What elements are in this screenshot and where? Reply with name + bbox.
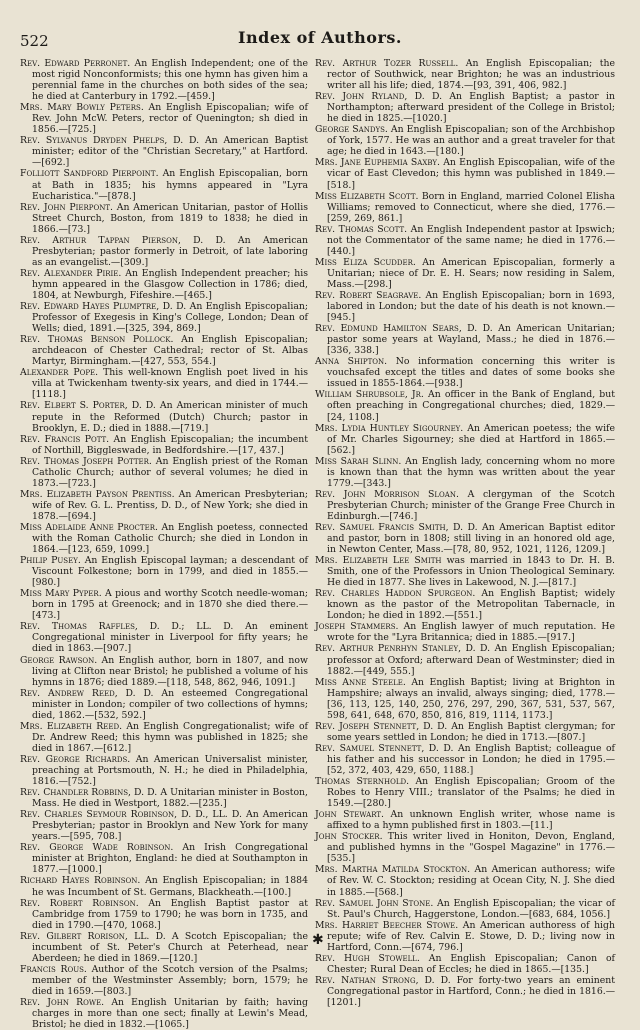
author-description: An American Universalist minister, preaching at Portsmouth, N. H.; he died in Philadelphia, 1816.—[752.] [32, 753, 308, 788]
author-name: Rev. Robert Robinson. [20, 897, 139, 909]
author-description: This writer lived in Honiton, Devon, England, and published hymns in the "Gospel Magazine" in 1776.—[535.] [327, 831, 615, 865]
author-description: An English priest of the Roman Catholic Church; author of several volumes; he died in 1873.—[723.] [32, 455, 308, 489]
author-description: An English Baptist pastor at Cambridge from 1759 to 1790; he was born in 1735, and died in 1790.—[470, 1068.] [32, 897, 308, 931]
author-description: An American Episcopalian, formerly a Unitarian; niece of Dr. E. H. Sears; now residing in Salem, Mass.—[298.] [327, 256, 615, 290]
author-description: An unknown English writer, whose name is affixed to a hymn published first in 1803.—[11.] [327, 809, 615, 832]
left-column [20, 58, 308, 1030]
author-description: An English lady, concerning whom no more is known than that the hymn was written about the year 1779.—[343.] [327, 455, 615, 489]
author-description: A Unitarian minister in Boston, Mass. He died in Westport, 1882.—[235.] [32, 787, 308, 810]
page-number: 522 [20, 32, 49, 50]
author-name: Mrs. Jane Euphemia Saxby. [315, 157, 440, 169]
author-description: An American Unitarian, pastor of Hollis Street Church, Boston, from 1819 to 1838; he died in 1866.—[73.] [32, 201, 308, 235]
author-description: An English Episcopalian; the rector of Southwick, near Brighton; he was an industrious writer all his life; died, 1874.—[93, 391, 406, 982.] [327, 58, 615, 92]
author-name: Rev. Edward Hayes Plumptre, D. D. [20, 301, 187, 313]
author-entry [20, 456, 308, 489]
author-entry [315, 975, 615, 1008]
author-description: An American minister of much repute in the Reformed (Dutch) Church; pastor in Brooklyn, E. D.; died in 1888.—[719.] [32, 400, 308, 434]
author-name: Rev. Samuel Francis Smith, D. D. [315, 521, 478, 533]
author-description: An American poetess; the wife of Mr. Charles Sigourney; she died at Hartford in 1865.—[562.] [327, 422, 615, 456]
author-name: Rev. Thomas Scott. [315, 223, 408, 235]
author-name: Joseph Stammers. [315, 621, 399, 633]
author-description: An English Baptist; a pastor in Northampton; afterward president of the College in Bristol; he died in 1825.—[1020.] [327, 91, 615, 125]
author-name: Miss Elizabeth Scott. [315, 190, 419, 202]
author-entry [315, 257, 615, 290]
author-entry [20, 875, 308, 897]
author-entry [315, 721, 615, 743]
author-entry [315, 191, 615, 224]
author-name: Folliott Sandford Pierpoint. [20, 168, 159, 180]
author-entry [315, 864, 615, 897]
author-name: Rev. Arthur Tozer Russell. [315, 58, 459, 69]
author-entry [315, 809, 615, 831]
author-entry [20, 997, 308, 1030]
author-name: Rev. Thomas Joseph Potter. [20, 455, 152, 467]
author-entry [315, 776, 615, 809]
author-name: Philip Pusey. [20, 555, 81, 567]
author-entry [315, 677, 615, 721]
author-description: An English Episcopalian; Professor of Exegesis in King's College, London; Dean of Wells; died, 1891.—[325, 394, 869.] [32, 301, 308, 335]
author-entry [20, 102, 308, 135]
author-description: An American Presbyterian; pastor formerly in Detroit, of late laboring as an evangelist.—[309.] [32, 234, 309, 268]
author-description: An English Independent pastor at Ipswich; not the Commentator of the same name; he died in 1776.—[440.] [327, 223, 615, 257]
author-name: Rev. Nathan Strong, D. D. [315, 974, 451, 986]
author-entry [20, 555, 308, 588]
author-description: An English Episcopalian, wife of the vicar of East Clevedon; this hymn was published in 1849.—[518.] [327, 157, 615, 191]
author-name: Rev. Arthur Tappan Pierson, D. D. [20, 234, 226, 246]
author-description: An American authoress; wife of Rev. W. C. Stockton; residing at Ocean City, N. J. She died in 1885.—[568.] [327, 864, 615, 898]
author-name: William Shrubsole, Jr. [315, 389, 424, 401]
author-description: A Scotch Episcopalian; the incumbent of St. Peter's Church at Peterhead, near Aberdeen; he died in 1869.—[120.] [32, 930, 308, 964]
author-name: Rev. Chandler Robbins, D. D. [20, 787, 158, 799]
author-description: An English Episcopalian; Canon of Chester; Rural Dean of Eccles; he died in 1865.—[135.] [327, 952, 615, 975]
author-name: Rev. Sylvanus Dryden Phelps, D. D. [20, 135, 200, 147]
author-name: Miss Sarah Slinn. [315, 455, 402, 467]
author-description: was married in 1843 to Dr. H. B. Smith, one of the Professors in Union Theological Seminary. He died in 1877. She lives in Lakewood, N. J.—[817.] [327, 555, 615, 589]
author-entry [20, 721, 308, 754]
author-name: Rev. John Morrison Sloan. [315, 488, 459, 500]
author-name: Alexander Pope. [20, 367, 99, 379]
author-description: An English Independent preacher; his hymn appeared in the Glasgow Collection in 1786; died, 1804, at Newburgh, Fifeshire.—[465.] [32, 267, 308, 301]
author-name: Rev. Thomas Benson Pollock. [20, 334, 174, 346]
author-entry [20, 202, 308, 235]
author-name: George Sandys. [315, 124, 388, 136]
author-entry [315, 389, 615, 422]
footer-asterism: ✱ [312, 932, 324, 948]
author-description: An English Baptist clergyman; for some years settled in London; he died in 1713.—[807.] [327, 720, 615, 743]
author-description: An Irish Congregational minister at Brighton, England: he died at Southampton in 1877.—[1000.] [32, 842, 308, 876]
author-name: Rev. Edward Perronet. [20, 58, 131, 69]
author-name: Rev. Andrew Reed, D. D. [20, 687, 154, 699]
author-description: An English Congregationalist; wife of Dr. Andrew Reed; this hymn was published in 1825; she died in 1867.—[612.] [32, 720, 308, 754]
author-entry [315, 743, 615, 776]
author-entry [20, 842, 308, 875]
author-name: George Rawson. [20, 654, 98, 666]
author-name: Rev. Charles Haddon Spurgeon. [315, 588, 476, 600]
author-name: John Stewart. [315, 809, 384, 821]
author-description: A clergyman of the Scotch Presbyterian Church; minister of the Grange Free Church in Edinburgh.—[746.] [327, 488, 615, 522]
author-entry [315, 621, 615, 643]
author-name: Rev. Charles Seymour Robinson, D. D., LL. D. [20, 809, 242, 821]
author-entry [20, 688, 308, 721]
author-entry [20, 898, 308, 931]
author-name: Miss Mary Pyper. [20, 588, 102, 600]
author-description: No information concerning this writer is vouchsafed except the titles and dates of some books she issued in 1855-1864.—[938.] [327, 356, 615, 390]
author-entry [20, 964, 308, 997]
author-description: A pious and worthy Scotch needle-woman; born in 1795 at Greenock; and in 1870 she died there.—[473.] [32, 588, 308, 622]
author-name: Rev. Thomas Raffles, D. D.; LL. D. [20, 621, 234, 633]
author-description: An English Independent; one of the most rigid Nonconformists; this one hymn has given him a perennial fame in the churches on both sides of the sea; he died at Canterbury in 1792.—[459.] [32, 58, 308, 103]
author-description: An eminent Congregational minister in Liverpool for fifty years; he died in 1863.—[907.] [32, 621, 308, 655]
author-description: An English Episcopalian; the vicar of St. Paul's Church, Haggerstone, London.—[683, 684, 1056.] [327, 897, 615, 920]
author-entry [20, 168, 308, 201]
page-header [20, 28, 620, 54]
author-entry [20, 135, 308, 168]
author-entry [315, 157, 615, 190]
author-entry [20, 621, 308, 654]
author-entry [20, 522, 308, 555]
author-name: Rev. Joseph Stennett, D. D. [315, 720, 448, 732]
author-entry [20, 367, 308, 400]
author-description: An American authoress of high repute; wife of Rev. Calvin E. Stowe, D. D.; living now in Hartford, Conn.—[674, 796.] [327, 919, 615, 953]
author-entry [315, 588, 615, 621]
page-title: Index of Authors. [238, 28, 402, 47]
author-entry [20, 334, 308, 367]
author-entry [20, 434, 308, 456]
author-description: An English Episcopalian; Groom of the Robes to Henry VIII.; translator of the Psalms; he died in 1549.—[280.] [327, 776, 615, 810]
author-name: Miss Adelaide Anne Procter. [20, 521, 158, 533]
author-description: An American Baptist minister; editor of the "Christian Secretary," at Hartford.—[692.] [32, 135, 308, 169]
author-description: An English Unitarian by faith; having charges in more than one sect; finally at Lewin's Mead, Bristol; he died in 1832.—[1065.] [32, 996, 308, 1030]
author-name: Mrs. Mary Bowly Peters. [20, 102, 144, 114]
author-name: Miss Anne Steele. [315, 676, 406, 688]
author-entry [315, 58, 615, 91]
author-description: An American Baptist editor and pastor, born in 1808; still living in an honored old age, in Newton Center, Mass.—[78, 80, 952, 1021, 1126, 1209.] [327, 521, 616, 556]
author-description: An American Unitarian; pastor some years at Wayland, Mass.; he died in 1876.—[336, 338.] [327, 323, 615, 357]
author-name: Rev. Robert Seagrave. [315, 289, 422, 301]
author-entry [315, 456, 615, 489]
author-name: Rev. Gilbert Rorison, LL. D. [20, 930, 166, 942]
author-entry [315, 953, 615, 975]
author-description: Born in England, married Colonel Elisha Williams; removed to Connecticut, where she died, 1776.—[259, 269, 861.] [327, 190, 615, 224]
author-entry [315, 898, 615, 920]
author-name: Miss Eliza Scudder. [315, 256, 416, 268]
author-description: Author of the Scotch version of the Psalms; member of the Westminster Assembly; born, 1579; he died in 1659.—[803.] [32, 963, 308, 997]
author-name: Mrs. Harriet Beecher Stowe. [315, 919, 459, 931]
author-entry [20, 235, 308, 268]
author-name: Rev. Arthur Penrhyn Stanley, D. D. [315, 643, 491, 655]
author-entry [315, 91, 615, 124]
author-name: Mrs. Elizabeth Lee Smith [315, 555, 442, 567]
author-entry [315, 224, 615, 257]
author-description: An English Baptist; widely known as the pastor of the Metropolitan Tabernacle, in London; he died in 1892.—[551.] [327, 588, 615, 622]
author-description: An English Baptist; colleague of his father and his successor in London; he died in 1795.—[52, 372, 403, 429, 650, 1188.] [327, 742, 615, 776]
author-name: Rev. John Ryland, D. D. [315, 91, 443, 103]
author-entry [315, 643, 615, 676]
author-description: An English Episcopalian; archdeacon of Chester Cathedral; rector of St. Albas Martyr, Birmingham.—[427, 553, 554.] [32, 334, 308, 368]
author-name: Rev. Alexander Pirie. [20, 267, 122, 279]
author-entry [20, 58, 308, 102]
author-name: Rev. Samuel Stennett, D. D. [315, 742, 454, 754]
author-name: Mrs. Lydia Huntley Sigourney. [315, 422, 464, 434]
author-name: Mrs. Elizabeth Payson Prentiss. [20, 488, 175, 500]
author-entry [20, 809, 308, 842]
author-description: An English poetess, connected with the Roman Catholic Church; she died in London in 1864.—[123, 659, 1099.] [32, 521, 308, 556]
author-name: Mrs. Elizabeth Reed. [20, 720, 123, 732]
author-name: Thomas Sternhold. [315, 776, 410, 788]
author-description: An officer in the Bank of England, but often preaching in Congregational churches; died, 1829.—[24, 1108.] [327, 389, 615, 423]
author-entry [20, 787, 308, 809]
author-description: An English Episcopalian; the incumbent of Northill, Biggleswade, in Bedfordshire.—[17, 437.] [32, 433, 308, 456]
author-name: Rev. Edmund Hamilton Sears, D. D. [315, 323, 493, 335]
author-description: An English Episcopalian; professor at Oxford; afterward Dean of Westminster; died in 1882.—[449, 555.] [327, 643, 615, 677]
author-name: Rev. George Richards. [20, 753, 131, 765]
author-description: An English Episcopal layman; a descendant of Viscount Folkestone; born in 1799, and died in 1855.—[980.] [32, 555, 308, 589]
author-entry [20, 301, 308, 334]
author-description: An English Episcopalian; born in 1693, labored in London; but the date of his death is not known.—[945.] [327, 289, 615, 324]
author-entry [20, 655, 308, 688]
author-name: Rev. George Wade Robinson. [20, 842, 174, 854]
author-name: John Stocker. [315, 831, 383, 843]
author-entry [315, 124, 615, 157]
author-description: An English lawyer of much reputation. He wrote for the "Lyra Britannica; died in 1885.—[917.] [327, 621, 615, 644]
author-description: An English Episcopalian, born at Bath in 1835; his hymns appeared in "Lyra Eucharistica."—[878.] [32, 168, 308, 202]
author-description: An English Baptist; living at Brighton in Hampshire; always an invalid, always singing; died, 1778.—[36, 113, 125, 140, 250, 276, 297, 290, 367, 531, 537, 567, 598, 641, 648, 670, 850, 816, 819, 1114, 1173.] [327, 676, 615, 721]
author-entry [20, 268, 308, 301]
author-description: An English author, born in 1807, and now living at Clifton near Bristol; he published a volume of his hymns in 1876; died 1889.—[118, 548, 862, 946, 1091.] [32, 654, 308, 688]
author-name: Francis Rous. [20, 963, 87, 975]
author-entry [315, 831, 615, 864]
author-name: Rev. Francis Pott. [20, 433, 110, 445]
author-description: For forty-two years an eminent Congregational pastor in Hartford, Conn.; he died in 1816.—[1201.] [327, 974, 615, 1008]
author-description: An English Episcopalian; in 1884 he was Incumbent of St. Germans, Blackheath.—[100.] [32, 875, 308, 898]
author-name: Anna Shipton. [315, 356, 388, 368]
author-name: Richard Hayes Robinson. [20, 875, 141, 887]
author-entry [315, 920, 615, 953]
author-name: Rev. Samuel John Stone. [315, 897, 434, 909]
author-entry [315, 555, 615, 588]
author-entry [315, 423, 615, 456]
author-description: An English Episcopalian; son of the Archbishop of York, 1577. He was an author and a great traveler for that age; he died in 1643.—[180.] [327, 124, 615, 158]
author-entry [20, 400, 308, 433]
author-description: An esteemed Congregational minister in London; compiler of two collections of hymns; died, 1862.—[532, 592.] [32, 687, 308, 721]
author-entry [20, 754, 308, 787]
author-entry [20, 588, 308, 621]
author-name: Rev. John Rowe. [20, 996, 105, 1008]
author-entry [20, 931, 308, 964]
author-name: Rev. John Pierpont. [20, 201, 113, 213]
author-description: An English Episcopalian; wife of Rev. John McW. Peters, rector of Quenington; sh died in 1856.—[725.] [32, 102, 308, 136]
author-name: Rev. Elbert S. Porter, D. D. [20, 400, 156, 412]
author-name: Mrs. Martha Matilda Stockton. [315, 864, 471, 876]
author-name: Rev. Hugh Stowell. [315, 952, 420, 964]
author-entry [315, 323, 615, 356]
author-description: An American Presbyterian; pastor in Brooklyn and New York for many years.—[595, 708.] [32, 809, 308, 843]
author-entry [315, 356, 615, 389]
author-entry [315, 290, 615, 323]
author-entry [315, 522, 615, 555]
author-description: This well-known English poet lived in his villa at Twickenham twenty-six years, and died in 1744.—[1118.] [32, 367, 308, 401]
author-description: An American Presbyterian; wife of Rev. G. L. Prentiss, D. D., of New York; she died in 1878.—[694.] [32, 488, 308, 522]
author-entry [20, 489, 308, 522]
right-column [315, 58, 615, 1008]
author-entry [315, 489, 615, 522]
